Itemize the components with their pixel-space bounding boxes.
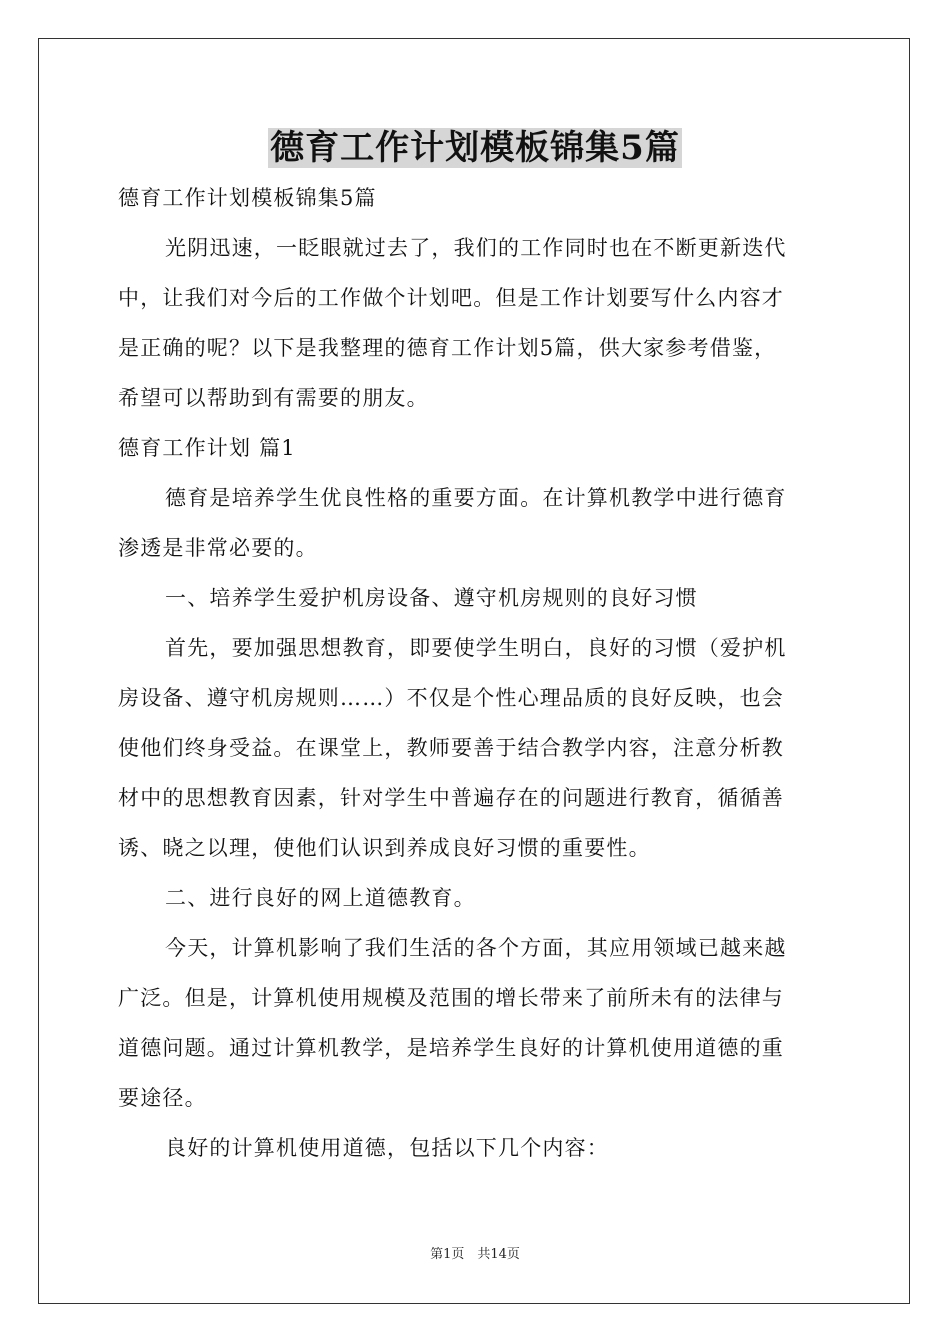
page-border — [38, 38, 910, 1304]
paragraph-line: 中，让我们对今后的工作做个计划吧。但是工作计划要写什么内容才 — [118, 286, 784, 310]
page-number-footer: 第1页 共14页 — [430, 1247, 520, 1262]
subsection-heading: 二、进行良好的网上道德教育。 — [165, 886, 476, 910]
paragraph-line: 是正确的呢？以下是我整理的德育工作计划5篇，供大家参考借鉴， — [118, 336, 777, 360]
paragraph-line: 良好的计算机使用道德，包括以下几个内容： — [165, 1136, 609, 1160]
document-title-text: 德育工作计划模板锦集5篇 — [270, 128, 680, 168]
paragraph-line: 使他们终身受益。在课堂上，教师要善于结合教学内容，注意分析教 — [118, 736, 784, 760]
section-heading: 德育工作计划 篇1 — [118, 436, 296, 460]
paragraph-line: 今天，计算机影响了我们生活的各个方面，其应用领域已越来越 — [165, 936, 787, 960]
paragraph-line: 道德问题。通过计算机教学，是培养学生良好的计算机使用道德的重 — [118, 1036, 784, 1060]
paragraph-line: 渗透是非常必要的。 — [118, 536, 318, 560]
paragraph-line: 希望可以帮助到有需要的朋友。 — [118, 386, 429, 410]
paragraph-line: 首先，要加强思想教育，即要使学生明白，良好的习惯（爱护机 — [165, 636, 787, 660]
paragraph-line: 光阴迅速，一眨眼就过去了，我们的工作同时也在不断更新迭代 — [165, 236, 787, 260]
paragraph-line: 德育是培养学生优良性格的重要方面。在计算机教学中进行德育 — [165, 486, 787, 510]
paragraph-line: 要途径。 — [118, 1086, 207, 1110]
paragraph-line: 广泛。但是，计算机使用规模及范围的增长带来了前所未有的法律与 — [118, 986, 784, 1010]
subsection-heading: 一、培养学生爱护机房设备、遵守机房规则的良好习惯 — [165, 586, 698, 610]
document-title — [0, 122, 950, 174]
subtitle-line: 德育工作计划模板锦集5篇 — [118, 186, 377, 210]
paragraph-line: 房设备、遵守机房规则……）不仅是个性心理品质的良好反映，也会 — [118, 686, 784, 710]
paragraph-line: 材中的思想教育因素，针对学生中普遍存在的问题进行教育，循循善 — [118, 786, 784, 810]
paragraph-line: 诱、晓之以理，使他们认识到养成良好习惯的重要性。 — [118, 836, 651, 860]
